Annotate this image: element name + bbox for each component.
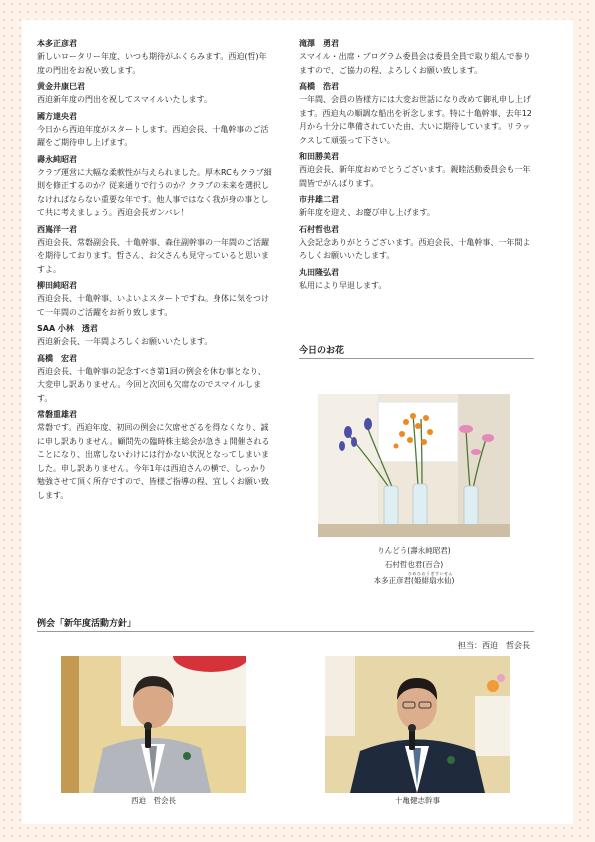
flower-caption-3: 本多正彦君(姫緋扇水仙) <box>373 576 455 585</box>
member-name: 柳田純昭君 <box>37 281 77 290</box>
message-text: 新年度を迎え、お慶び申し上げます。 <box>299 208 435 217</box>
message-text: スマイル・出席・プログラム委員会は委員全員で取り組んで参りますので、ご協力の程、よろしくお願い致します。 <box>299 52 531 75</box>
member-name: 石村哲也君 <box>299 224 339 234</box>
member-name: 和田勝美君 <box>299 152 339 161</box>
message-text: 西迫会長、新年度おめでとうございます。親睦活動委員会も一年間皆でがんばります。 <box>299 165 531 188</box>
smile-message <box>299 151 534 190</box>
member-name: 黄金井康巳君 <box>37 82 85 91</box>
message-text: 私用により早退します。 <box>299 280 387 290</box>
message-text: 今日から西迫年度がスタートします。西迫会長、十亀幹事のご活躍をご期待申し上げます。 <box>37 124 269 147</box>
message-text: 西迫会長、十亀幹事、いよいよスタートですね。身体に気をつけて一年間のご活躍をお祈り致します。 <box>37 294 269 317</box>
photo-caption-president: 西迫 哲会長 <box>131 796 176 805</box>
smile-message <box>37 409 273 502</box>
photo-caption-secretary: 十亀健志幹事 <box>395 796 440 805</box>
smile-message <box>37 154 273 220</box>
smile-message <box>299 194 534 220</box>
member-name: 高橋 浩君 <box>299 82 339 91</box>
message-text: 西迫新会長、一年間よろしくお願いいたします。 <box>37 337 213 346</box>
ruby-reading: ひめひおうぎすいせん <box>408 571 453 576</box>
message-text: 一年間、会員の皆様方には大変お世話になり改めて御礼申し上げます。西迫丸の順調な船出を祈念します。特に十亀幹事、去年12月から十分に準備されていた由、大いに期待しています。リラックスして頑張って下さい。 <box>299 95 532 145</box>
smile-message <box>37 81 273 107</box>
flower-caption-1: りんどう(壽永純昭君) <box>377 546 451 555</box>
member-name: 西嶌洋一君 <box>37 224 77 234</box>
message-text: 西迫会長、常磐副会長、十亀幹事、森住副幹事の一年間のご活躍を期待しております。哲さん、お父さんも見守っていると思いますよ。 <box>37 237 269 274</box>
message-text: 入会記念ありがとうございます。西迫会長、十亀幹事、一年間よろしくお願いいたします。 <box>299 237 531 260</box>
speaker-photo-president <box>61 656 246 793</box>
message-text: 西迫新年度の門出を祝してスマイルいたします。 <box>37 95 213 104</box>
smile-message <box>37 280 273 319</box>
member-name: 高橋 宏君 <box>37 353 77 363</box>
member-name: 本多正彦君 <box>37 39 77 48</box>
smile-message <box>299 224 534 263</box>
smile-message <box>37 323 273 349</box>
member-name: SAA 小林 透君 <box>37 324 98 333</box>
smile-message <box>37 353 273 406</box>
smile-message <box>299 38 534 77</box>
flowers-heading: 今日のお花 <box>299 345 534 359</box>
member-name: 滝澤 勇君 <box>299 39 339 48</box>
member-name: 丸田隆弘君 <box>299 267 339 277</box>
smile-message <box>299 81 534 147</box>
message-text: 新しいロータリー年度、いつも期待がふくらみます。西迫(哲)年度の門出をお祝い致します。 <box>37 52 267 75</box>
presenter-credit: 担当：西迫 哲会長 <box>458 641 530 650</box>
smile-message <box>37 111 273 150</box>
member-name: 國方達央君 <box>37 111 77 121</box>
smile-message <box>37 224 273 277</box>
smile-message <box>299 267 534 293</box>
meeting-heading: 例会「新年度活動方針」 <box>37 618 534 632</box>
smile-messages-right <box>299 38 534 296</box>
member-name: 市井雄二君 <box>299 195 339 204</box>
message-text: クラブ運営に大幅な柔軟性が与えられました。厚木RCもクラブ細則を修正するのか？従来通りで行うのか？クラブの未来を選択しなければならない重要な年です。他人事ではなく我が身の事として共に考えましょう。西迫会長ガンバレ！ <box>37 167 272 217</box>
member-name: 壽永純昭君 <box>37 154 77 164</box>
flower-photo <box>318 394 510 537</box>
message-text: 西迫会長、十亀幹事の記念すべき第1回の例会を休む事となり、大変申し訳ありません。今回と次回も欠席なのでスマイルします。 <box>37 366 266 403</box>
smile-messages-left <box>37 38 273 506</box>
message-text: 常磐です。西迫年度、初回の例会に欠席せざるを得なくなり、誠に申し訳ありません。顧問先の臨時株主総会が急きょ開催されることになり、出席しないわけには行かない状況となってしまいました。申し訳ありません。今年1年は西迫さんの横で、しっかり勉強させて頂く所存ですので、皆様ご指導の程、宜しくお願い致します。 <box>37 423 270 500</box>
flower-caption-2: 石村哲也君(百合) <box>384 560 444 569</box>
speaker-photo-secretary <box>325 656 510 793</box>
member-name: 常磐重雄君 <box>37 410 77 419</box>
smile-message <box>37 38 273 77</box>
